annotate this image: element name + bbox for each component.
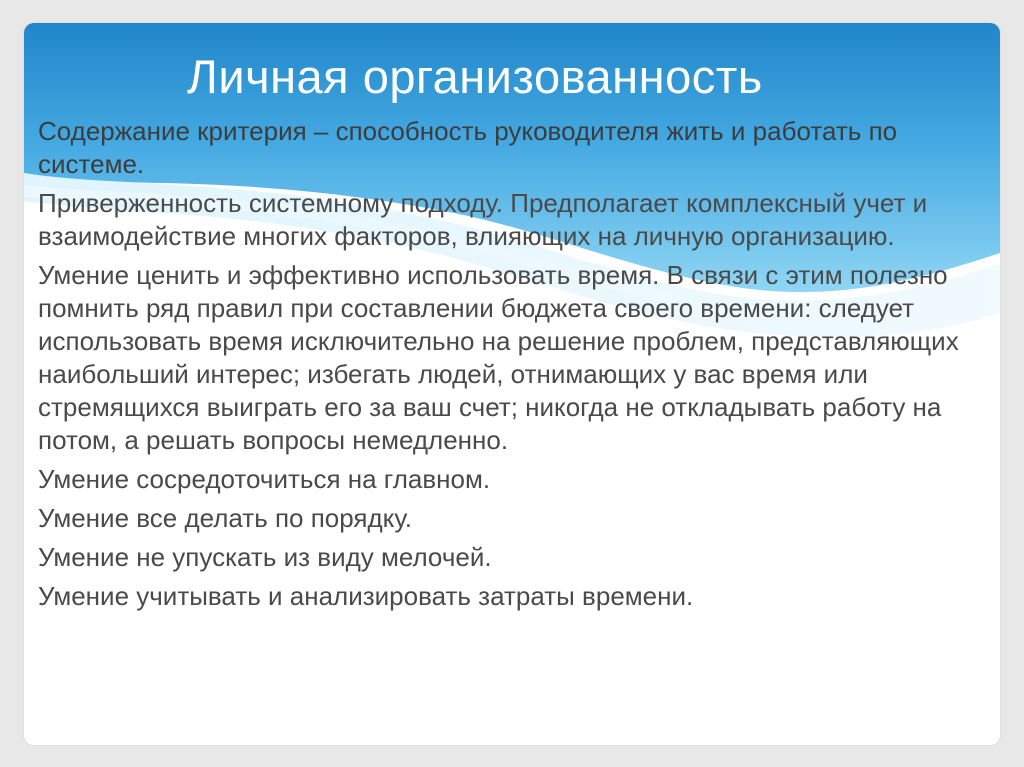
paragraph-details: Умение не упускать из виду мелочей. bbox=[38, 542, 492, 572]
paragraph-time-costs: Умение учитывать и анализировать затраты времени. bbox=[38, 581, 694, 611]
slide bbox=[24, 23, 1000, 745]
paragraph-time-management: Умение ценить и эффективно использовать время. В связи с этим полезно помнить ряд правил при составлении бюджета своего времени: следует использовать время исключительно на решение проблем, представляющих наибольший интерес; избегать людей, отнимающих у вас время или стремящихся выиграть его за ваш счет; никогда не откладывать работу на потом, а решать вопросы немедленно. bbox=[38, 260, 959, 455]
paragraph-focus-on-main: Умение сосредоточиться на главном. bbox=[38, 464, 491, 494]
paragraph-systems-approach: Приверженность системному подходу. Предполагает комплексный учет и взаимодействие многих факторов, влияющих на личную организацию. bbox=[38, 188, 928, 251]
paragraph-order: Умение все делать по порядку. bbox=[38, 503, 412, 533]
slide-title: Личная организованность bbox=[187, 50, 763, 103]
paragraph-criterion: Содержание критерия – способность руководителя жить и работать по системе. bbox=[38, 116, 898, 179]
slide-body bbox=[38, 115, 988, 619]
